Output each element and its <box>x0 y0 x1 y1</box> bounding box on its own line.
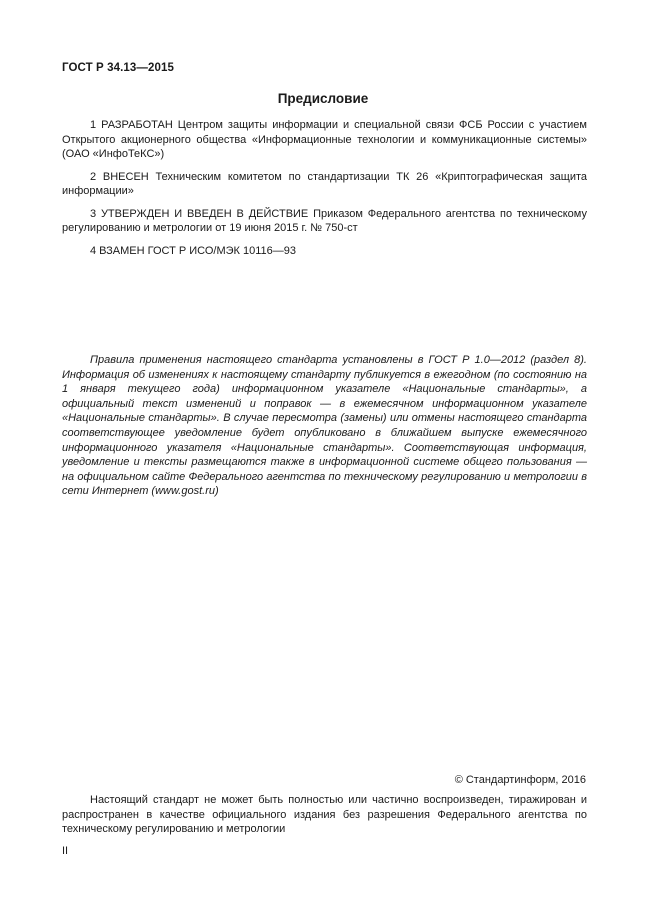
copyright-notice: © Стандартинформ, 2016 <box>454 774 586 786</box>
standard-number-header: ГОСТ Р 34.13—2015 <box>62 62 174 74</box>
foreword-items <box>62 118 587 266</box>
foreword-item-introduced: 2 ВНЕСЕН Техническим комитетом по стандартизации ТК 26 «Криптографическая защита информации» <box>62 170 587 197</box>
foreword-item-approved: 3 УТВЕРЖДЕН И ВВЕДЕН В ДЕЙСТВИЕ Приказом Федерального агентства по техническому регулированию и метрологии от 19 июня 2015 г. № 750-ст <box>62 207 587 234</box>
foreword-item-replaces: 4 ВЗАМЕН ГОСТ Р ИСО/МЭК 10116—93 <box>90 244 297 257</box>
application-rules-note: Правила применения настоящего стандарта установлены в ГОСТ Р 1.0—2012 (раздел 8). Информация об изменениях к настоящему стандарту публикуется в ежегодном (по состоянию на 1 января текущего года) информационном указателе «Национальные стандарты», а официальный текст изменений и поправок — в ежемесячном информационном указателе «Национальные стандарты». В случае пересмотра (замены) или отмены настоящего стандарта соответствующее уведомление будет опубликовано в ближайшем выпуске ежемесячного информационного указателя «Национальные стандарты». Соответствующая информация, уведомление и тексты размещаются также в информационной системе общего пользования — на официальном сайте Федерального агентства по техническому регулированию и метрологии в сети Интернет (www.gost.ru) <box>62 354 587 498</box>
page-number: II <box>62 845 69 857</box>
foreword-item-developed: 1 РАЗРАБОТАН Центром защиты информации и специальной связи ФСБ России с участием Открытого акционерного общества «Информационные технологии и коммуникационные системы» (ОАО «ИнфоТеКС») <box>62 119 587 160</box>
page-title: Предисловие <box>277 91 369 106</box>
reproduction-notice: Настоящий стандарт не может быть полностью или частично воспроизведен, тиражирован и распространен в качестве официального издания без разрешения Федерального агентства по техническому регулированию и метрологии <box>62 794 587 836</box>
